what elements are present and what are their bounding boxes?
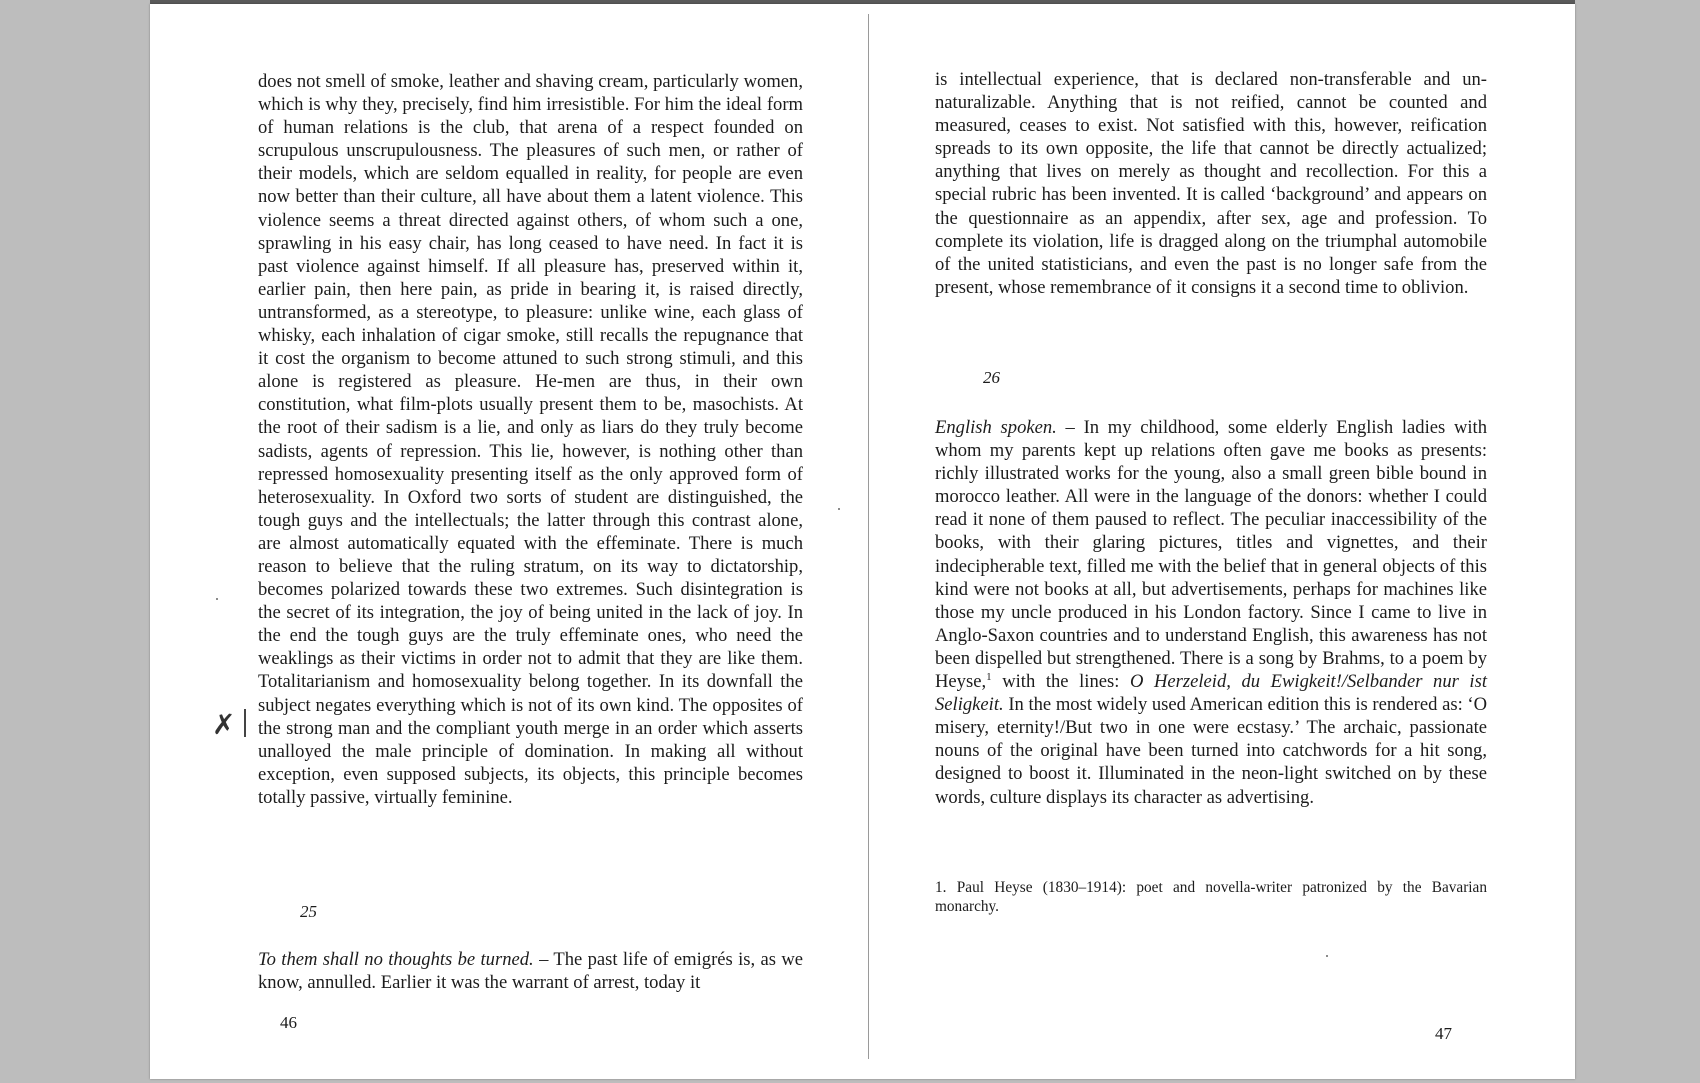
right-page [935, 68, 1488, 915]
section-25-title: To them shall no thoughts be turned. [258, 949, 534, 970]
section-25-paragraph [258, 948, 803, 994]
section-26-text-b: with the lines: [991, 671, 1130, 693]
scan-speck [216, 598, 218, 600]
left-page [258, 70, 804, 994]
section-26-text-c: In the most widely used American edition this is rendered as: ‘O misery, eternity!/But two in one were ecstasy.’ The archaic, passionate nouns of the original have been turned into catchwords for a hit song, designed to boost it. Illuminated in the neon-light switched on by these words, culture displays its character as advertising. [935, 694, 1488, 808]
book-gutter [868, 14, 869, 1059]
section-26-paragraph [935, 416, 1487, 809]
page-number-right: 47 [1435, 1024, 1452, 1043]
scan-speck [838, 508, 840, 510]
german-quote: O Herzeleid, du Ewigkeit!/Selbander nur ist Seligkeit. [935, 671, 1487, 716]
section-number-25: 25 [300, 902, 317, 921]
section-number-26: 26 [983, 368, 1000, 387]
section-26-text-a: – In my childhood, some elderly English ladies with whom my parents kept up relations often gave me books as presents: richly illustrated works for the young, also a small green bible bound in morocco leather. All were in the language of the donors: whether I could read it none of them paused to reflect. The peculiar inaccessibility of the books, with their glaring pictures, titles and vignettes, and their indecipherable text, filled me with the belief that in general objects of this kind were not books at all, but advertisements, perhaps for machines like those my uncle produced in his London factory. Since I came to live in Anglo-Saxon countries and to understand English, this awareness has not been dispelled but strengthened. There is a song by Brahms, to a poem by Heyse, [935, 417, 1487, 693]
section-26-title: English spoken. [935, 417, 1057, 438]
footnote-reference[interactable]: 1 [986, 670, 992, 683]
right-page-paragraph: is intellectual experience, that is declared non-transferable and unnaturalizable. Anything that is not reified, cannot be counted and measured, ceases to exist. Not satisfied with this, however, reification spreads to its own opposite, the life that cannot be directly actualized; anything that lives on merely as thought and recollection. For this a special rubric has been invented. It is called ‘background’ and appears on the questionnaire as an appendix, after sex, age and profession. To complete its violation, life is dragged along on the triumphal automobile of the united statisticians, and even the past is no longer safe from the present, whose remembrance of it consigns it a second time to oblivion. [935, 69, 1487, 298]
section-25-text: – The past life of emigrés is, as we know, annulled. Earlier it was the warrant of arrest, today it [258, 949, 804, 994]
margin-annotation-bar [244, 709, 246, 737]
left-page-paragraph: does not smell of smoke, leather and shaving cream, particularly women, which is why they, precisely, find him irresistible. For him the ideal form of human relations is the club, that arena of a respect founded on scrupulous unscrupulousness. The pleasures of such men, or rather of their models, which are seldom equalled in reality, for people are even now better than their culture, all have about them a latent violence. This violence seems a threat directed against others, of whom such a one, sprawling in his easy chair, has long ceased to have need. In fact it is past violence against himself. If all pleasure has, preserved within it, earlier pain, then here pain, as pride in bearing it, is raised directly, untransformed, as a stereotype, to pleasure: unlike wine, each glass of whisky, each inhalation of cigar smoke, still recalls the repugnance that it cost the organism to become attuned to such strong stimuli, and this alone is registered as pleasure. He-men are thus, in their own constitution, what film-plots usually present them to be, masochists. At the root of their sadism is a lie, and only as liars do they truly become sadists, agents of repression. This lie, however, is nothing other than repressed homosexuality presenting itself as the only approved form of heterosexuality. In Oxford two sorts of student are distinguished, the tough guys and the intellectuals; the latter through this contrast alone, are almost automatically equated with the effeminate. There is much reason to believe that the ruling stratum, on its way to dictatorship, becomes polarized towards these two extremes. Such disintegration is the secret of its integration, the joy of being united in the lack of joy. In the end the tough guys are the truly effeminate ones, who need the weaklings as their victims in order not to admit that they are like them. Totalitarianism and homosexuality belong together. In its downfall the subject negates everything which is not of its own kind. The opposites of the strong man and the compliant youth merge in an order which asserts unalloyed the male principle of domination. In making all without exception, even supposed subjects, its objects, this principle becomes totally passive, virtually feminine. [258, 71, 803, 808]
margin-annotation-mark: ✗ [212, 708, 236, 741]
scan-speck [1326, 955, 1328, 957]
footnote: 1. Paul Heyse (1830–1914): poet and novella-writer patronized by the Bavarian monarchy. [935, 879, 1487, 915]
page-number-left: 46 [280, 1013, 297, 1032]
